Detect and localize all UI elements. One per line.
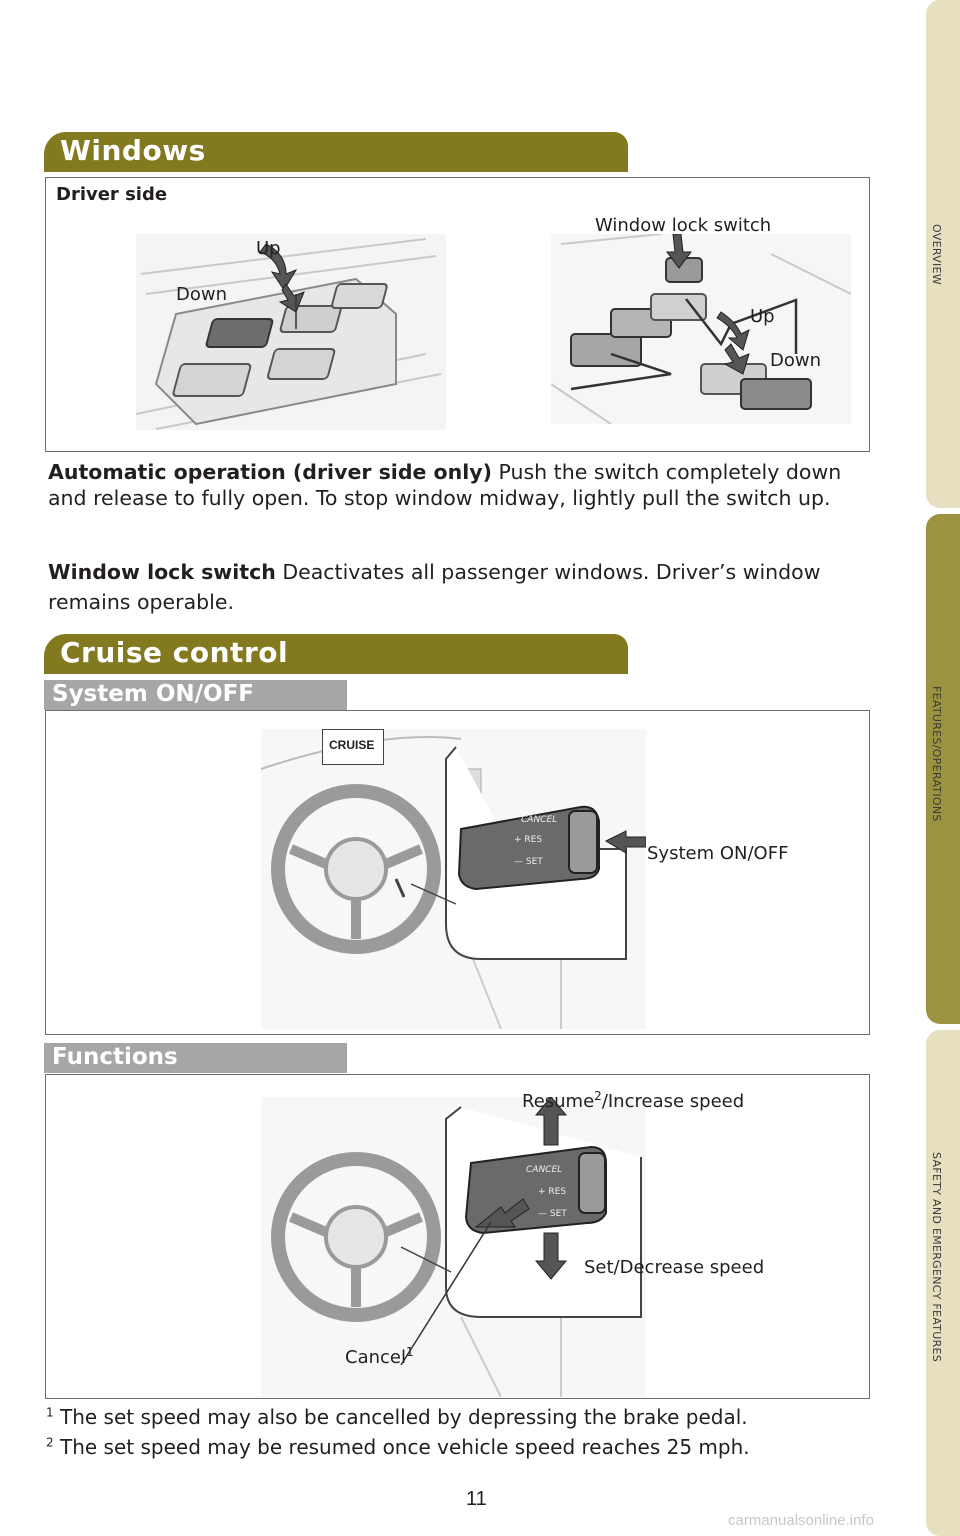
window-lock-switch-illustration: [551, 234, 851, 424]
functions-figure-frame: [45, 1074, 870, 1399]
lever-cancel-text-2: CANCEL: [526, 1165, 563, 1175]
footnote-2: [46, 1435, 750, 1459]
cruise-functions-illustration: [261, 1097, 646, 1397]
cruise-button-label: CRUISE: [329, 738, 375, 752]
driver-window-switch-illustration: [136, 234, 446, 430]
windows-figure-frame: [45, 177, 870, 452]
side-tab-overview-label: OVERVIEW: [930, 224, 943, 285]
lever-res-text: + RES: [514, 835, 543, 845]
window-lock-title: Window lock switch: [48, 560, 276, 584]
lever-set-text-2: — SET: [538, 1209, 567, 1219]
system-onoff-header: System ON/OFF: [52, 681, 254, 707]
window-down-label-right: Down: [770, 350, 822, 371]
window-lock-switch-label: Window lock switch: [595, 215, 772, 236]
automatic-operation-title: Automatic operation (driver side only): [48, 460, 492, 484]
resume-text: Resume: [522, 1091, 595, 1112]
automatic-operation-text: Push the switch completely down and release to fully open. To stop window midway, lightly pull the switch up.: [48, 460, 842, 510]
lever-res-text-2: + RES: [538, 1187, 567, 1197]
resume-footnote-ref: 2: [594, 1089, 602, 1103]
system-onoff-callout: System ON/OFF: [647, 843, 789, 864]
windows-banner: [44, 132, 628, 172]
windows-title: Windows: [60, 134, 206, 167]
page-number: 11: [466, 1488, 487, 1510]
cruise-button-label-box: [322, 729, 384, 765]
footnote-1: [46, 1405, 748, 1429]
side-tab-safety-label: SAFETY AND EMERGENCY FEATURES: [930, 1152, 943, 1363]
resume-increase-label: [522, 1089, 744, 1112]
set-decrease-label: Set/Decrease speed: [584, 1257, 765, 1278]
functions-header-bar: [44, 1043, 347, 1073]
window-lock-text: Deactivates all passenger windows. Driver’s window remains operable.: [48, 560, 821, 614]
watermark: carmanualsonline.info: [728, 1512, 874, 1529]
increase-text: /Increase speed: [601, 1091, 745, 1112]
cancel-label: [345, 1345, 414, 1368]
footnote-1-number: 1: [46, 1405, 54, 1420]
lever-set-text: — SET: [514, 857, 543, 867]
window-up-label-left: Up: [256, 238, 281, 259]
cruise-dashboard-illustration: [261, 729, 646, 1029]
window-up-label-right: Up: [750, 306, 775, 327]
functions-header: Functions: [52, 1044, 178, 1070]
window-lock-paragraph: [48, 557, 858, 617]
cruise-control-banner: [44, 634, 628, 674]
driver-side-label: Driver side: [56, 184, 168, 205]
cancel-footnote-ref: 1: [405, 1345, 414, 1359]
system-onoff-header-bar: [44, 680, 347, 710]
cruise-control-title: Cruise control: [60, 636, 289, 669]
cancel-text: Cancel: [345, 1347, 406, 1368]
side-tab-features-label: FEATURES/OPERATIONS: [930, 686, 943, 822]
footnote-2-text: The set speed may be resumed once vehicle speed reaches 25 mph.: [53, 1435, 750, 1459]
lever-cancel-text: CANCEL: [521, 815, 558, 825]
footnote-1-text: The set speed may also be cancelled by depressing the brake pedal.: [53, 1405, 748, 1429]
automatic-operation-paragraph: [48, 459, 858, 511]
footnote-2-number: 2: [46, 1435, 54, 1450]
system-onoff-figure-frame: [45, 710, 870, 1035]
window-down-label-left: Down: [176, 284, 228, 305]
